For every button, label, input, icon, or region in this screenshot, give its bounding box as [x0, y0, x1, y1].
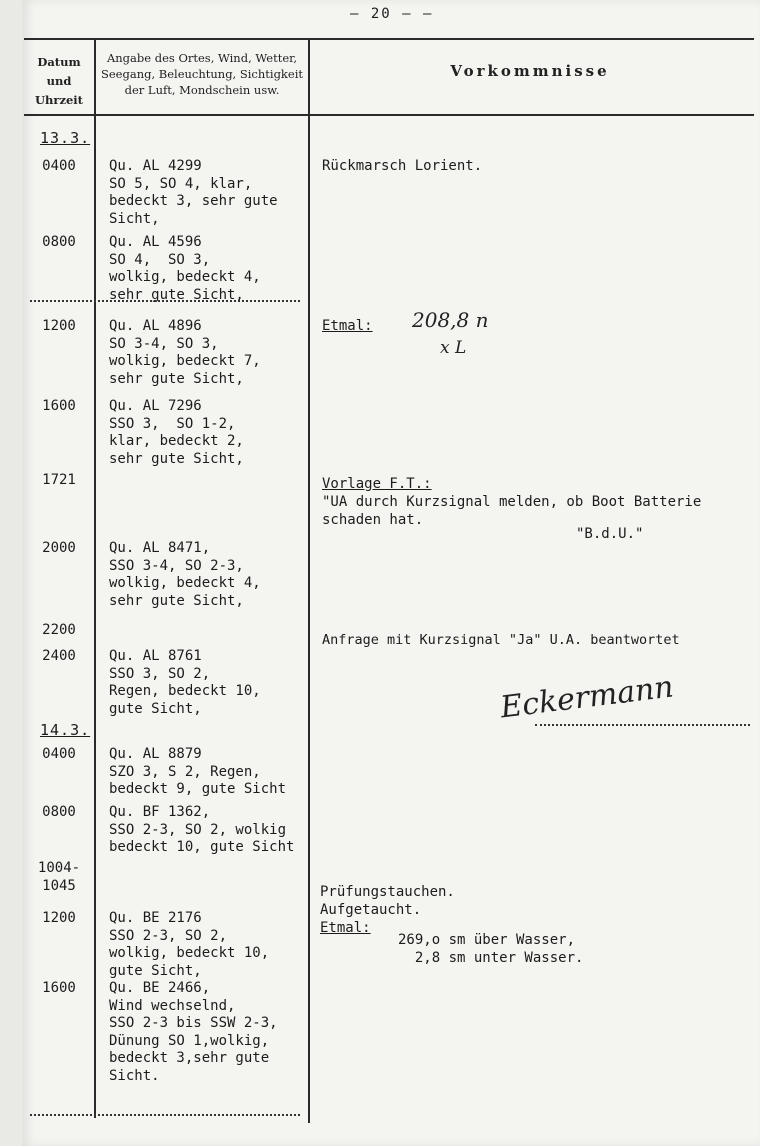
etmal2-text: 269,o sm über Wasser, 2,8 sm unter Wasser. — [398, 932, 584, 966]
vorlage-text: "UA durch Kurzsignal melden, ob Boot Batterie schaden hat. — [322, 494, 702, 528]
column-rule-1 — [94, 38, 96, 1118]
header-datum-line: Datum — [37, 55, 81, 69]
time-cell: 0400 — [42, 746, 76, 762]
etmal-handwritten: 208,8 n — [412, 308, 489, 332]
position-weather-entry: Qu. AL 4299 SO 5, SO 4, klar, bedeckt 3, sehr gute Sicht, — [109, 158, 278, 227]
time-cell: 1600 — [42, 980, 76, 996]
header-angabe-line: der Luft, Mondschein usw. — [124, 83, 280, 97]
header-vorkommnisse: Vorkommnisse — [450, 62, 610, 80]
time-cell: 1600 — [42, 398, 76, 414]
pruefung-entry: Prüfungstauchen. Aufgetaucht. — [320, 884, 455, 918]
etmal-label: Etmal: — [322, 318, 373, 334]
etmal-handwritten-mark: x L — [440, 338, 467, 358]
vorlage-signature: "B.d.U." — [576, 526, 644, 542]
time-cell: 1200 — [42, 910, 76, 926]
time-cell: 0800 — [42, 234, 76, 250]
position-weather-entry: Qu. AL 8471, SSO 3-4, SO 2-3, wolkig, bedeckt 4, sehr gute Sicht, — [109, 540, 261, 609]
position-weather-entry: Qu. AL 8879 SZO 3, S 2, Regen, bedeckt 9, gute Sicht — [109, 746, 287, 797]
position-weather-entry: Qu. AL 4896 SO 3-4, SO 3, wolkig, bedeckt 7, sehr gute Sicht, — [109, 318, 261, 387]
commander-signature: Eckermann — [498, 669, 676, 726]
time-cell: 2000 — [42, 540, 76, 556]
position-weather-entry: Qu. BE 2176 SSO 2-3, SO 2, wolkig, bedeckt 10, gute Sicht, — [109, 910, 270, 979]
position-weather-entry: Qu. AL 4596 SO 4, SO 3, wolkig, bedeckt 4, sehr gute Sicht, — [109, 234, 261, 303]
header-datum-line: Uhrzeit — [35, 93, 83, 107]
header-datum-line: und — [46, 74, 72, 88]
column-rule-2 — [308, 38, 310, 1123]
event-rueckmarsch: Rückmarsch Lorient. — [322, 158, 483, 174]
position-weather-entry: Qu. AL 7296 SSO 3, SO 1-2, klar, bedeckt 2, sehr gute Sicht, — [109, 398, 244, 467]
date-14-3: 14.3. — [40, 721, 91, 739]
time-cell: 2400 — [42, 648, 76, 664]
table-top-rule — [24, 38, 754, 40]
dotted-separator — [30, 1114, 300, 1116]
time-cell: 0800 — [42, 804, 76, 820]
etmal2-label: Etmal: — [320, 920, 371, 936]
header-bottom-rule — [24, 114, 754, 116]
header-angabe-line: Angabe des Ortes, Wind, Wetter, — [106, 51, 298, 65]
header-angabe-line: Seegang, Beleuchtung, Sichtigkeit — [100, 67, 304, 81]
header-datum — [24, 38, 94, 131]
page-number: – 20 – – — [350, 6, 434, 22]
position-weather-entry: Qu. BE 2466, Wind wechselnd, SSO 2-3 bis SSW 2-3, Dünung SO 1,wolkig, bedeckt 3,sehr gute Sicht. — [109, 980, 278, 1084]
position-weather-entry: Qu. AL 8761 SSO 3, SO 2, Regen, bedeckt 10, gute Sicht, — [109, 648, 261, 717]
date-13-3: 13.3. — [40, 129, 91, 147]
time-cell: 2200 — [42, 622, 76, 638]
time-cell: 1004- 1045 — [37, 860, 81, 894]
anfrage-entry: Anfrage mit Kurzsignal "Ja" U.A. beantwortet — [322, 632, 680, 648]
vorlage-label: Vorlage F.T.: — [322, 476, 432, 492]
dotted-separator — [535, 724, 750, 726]
position-weather-entry: Qu. BF 1362, SSO 2-3, SO 2, wolkig bedeckt 10, gute Sicht — [109, 804, 295, 855]
time-cell: 1200 — [42, 318, 76, 334]
time-cell: 1721 — [42, 472, 76, 488]
time-cell: 0400 — [42, 158, 76, 174]
